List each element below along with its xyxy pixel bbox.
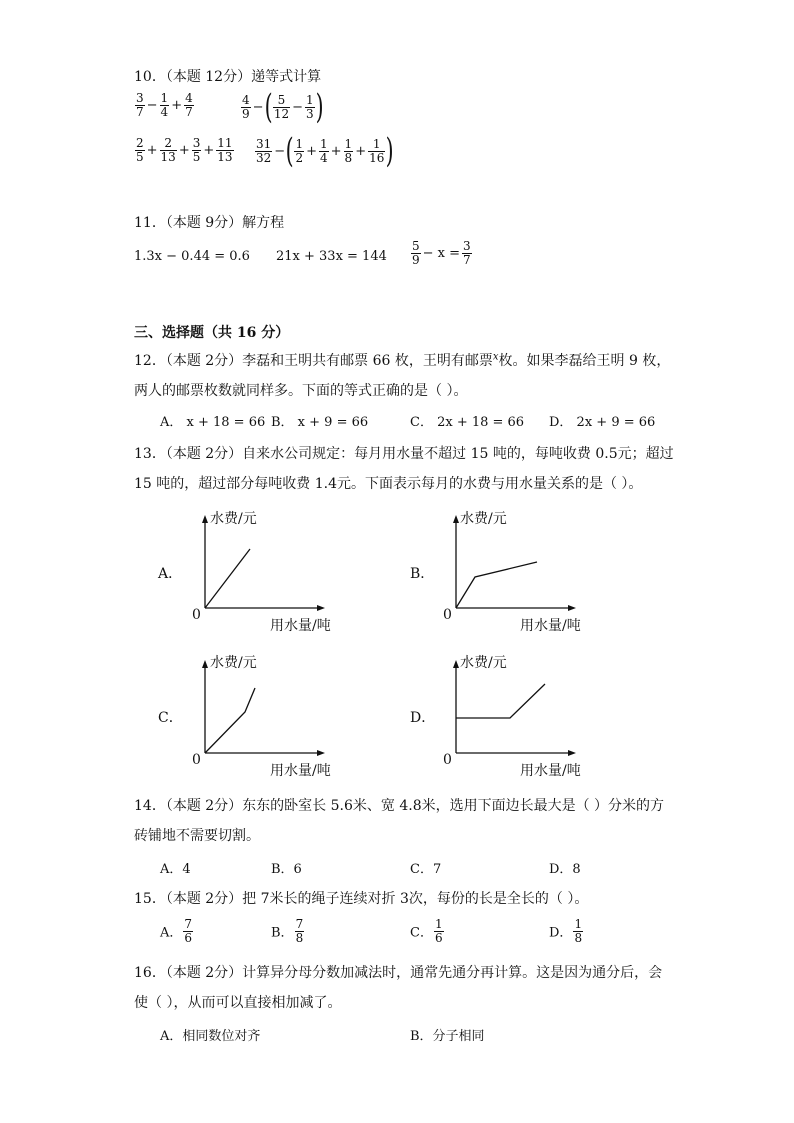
chart-a-ylabel: 水费/元 [210, 511, 257, 527]
y-axis-arrow [202, 660, 208, 668]
q12-option-d[interactable]: D． 2x + 9 = 66 [549, 415, 656, 430]
fraction: $\frac{3}{7}$ [136, 91, 144, 119]
q14-line-2: 砖铺地不需要切割。 [134, 828, 260, 844]
chart-b-graph [446, 515, 586, 615]
cost-line [205, 549, 250, 608]
x-axis-arrow [568, 605, 576, 611]
q14-option-a[interactable]: A．4 [160, 862, 191, 877]
fraction: $\frac{4}{9}$ [242, 92, 250, 121]
chart-a-graph [195, 515, 335, 615]
y-axis-arrow [453, 515, 459, 523]
fraction: $\frac{11}{13}$ [217, 136, 233, 164]
section-heading: 三、选择题（共 16 分） [134, 325, 290, 341]
fraction: $\frac{1}{3}$ [306, 92, 314, 121]
chart-a-origin: 0 [192, 607, 201, 623]
x-axis-arrow [568, 750, 576, 756]
cost-line [205, 688, 255, 753]
chart-d-ylabel: 水费/元 [460, 655, 507, 671]
fraction: $\frac{1}{4}$ [320, 136, 328, 165]
q11-eq-1: 1.3x − 0.44 = 0.6 [134, 249, 250, 264]
x-axis-arrow [317, 605, 325, 611]
fraction: $\frac{1}{2}$ [295, 136, 304, 165]
q15-line-1: 15．（本题 2分）把 7米长的绳子连续对折 3次，每份的长是全长的（ ）。 [134, 891, 589, 907]
chart-a-option-label[interactable]: A． [158, 566, 183, 582]
chart-a-xlabel: 用水量/吨 [270, 618, 331, 634]
fraction: $\frac{3}{5}$ [192, 136, 201, 164]
chart-b-xlabel: 用水量/吨 [520, 618, 581, 634]
chart-c-graph [195, 660, 335, 760]
chart-b-origin: 0 [443, 607, 452, 623]
fraction: $\frac{4}{7}$ [185, 91, 193, 119]
fraction: $\frac{2}{13}$ [160, 136, 176, 164]
chart-c-xlabel: 用水量/吨 [270, 763, 331, 779]
y-axis-arrow [453, 660, 459, 668]
q16-option-a[interactable]: A．相同数位对齐 [160, 1029, 261, 1044]
chart-c-ylabel: 水费/元 [210, 655, 257, 671]
q15-option-c[interactable]: C． $\frac{1}{6}$ [410, 917, 443, 945]
q11-eq-2: 21x + 33x = 144 [276, 249, 387, 264]
q15-option-d[interactable]: D． $\frac{1}{8}$ [549, 917, 583, 945]
chart-d-option-label[interactable]: D． [410, 710, 436, 726]
q10-expr-3: $\frac{2}{5}$ + $\frac{2}{13}$ + $\frac{3}{5}$ + $\frac{11}{13}$ [136, 136, 233, 164]
q15-option-b[interactable]: B． $\frac{7}{8}$ [271, 917, 304, 945]
cost-line [456, 562, 537, 608]
q12-line-1: 12．（本题 2分）李磊和王明共有邮票 66 枚，王明有邮票$^x$枚。如果李磊给王明 9 枚， [134, 351, 671, 369]
q16-option-b[interactable]: B．分子相同 [410, 1029, 485, 1044]
chart-d-origin: 0 [443, 752, 452, 768]
fraction: $\frac{1}{16}$ [369, 136, 385, 165]
chart-c-option-label[interactable]: C． [158, 710, 183, 726]
q13-line-2: 15 吨的，超过部分每吨收费 1.4元。下面表示每月的水费与用水量关系的是（ ）。 [134, 476, 643, 492]
q16-line-1: 16．（本题 2分）计算异分母分数加减法时，通常先通分再计算。这是因为通分后，会 [134, 965, 663, 981]
q14-option-b[interactable]: B．6 [271, 862, 302, 877]
chart-d-xlabel: 用水量/吨 [520, 763, 581, 779]
q15-option-a[interactable]: A． $\frac{7}{6}$ [160, 917, 193, 945]
x-axis-arrow [317, 750, 325, 756]
chart-c-origin: 0 [192, 752, 201, 768]
q12-line-2: 两人的邮票枚数就同样多。下面的等式正确的是（ ）。 [134, 383, 468, 399]
fraction: $\frac{1}{8}$ [344, 136, 353, 165]
q10-title: 10．（本题 12分）递等式计算 [134, 69, 322, 85]
q14-option-c[interactable]: C．7 [410, 862, 442, 877]
chart-d-graph [446, 660, 586, 760]
cost-line [456, 684, 545, 718]
q16-line-2: 使（ ），从而可以直接相加减了。 [134, 995, 342, 1011]
q12-option-c[interactable]: C． 2x + 18 = 66 [410, 415, 525, 430]
fraction: $\frac{5}{12}$ [273, 92, 290, 121]
q10-expr-4: $\frac{31}{32}$ −( $\frac{1}{2}$ + $\frac{1}{4}$ + $\frac{1}{8}$ + $\frac{1}{16}$ ) [256, 131, 394, 171]
chart-b-option-label[interactable]: B． [410, 566, 435, 582]
q10-expr-1: $\frac{3}{7}$ − $\frac{1}{4}$ + $\frac{4}{7}$ [136, 91, 193, 119]
q14-option-d[interactable]: D．8 [549, 862, 581, 877]
y-axis-arrow [202, 515, 208, 523]
q14-line-1: 14．（本题 2分）东东的卧室长 5.6米、宽 4.8米，选用下面边长最大是（ ）分米的方 [134, 798, 665, 814]
q11-title: 11．（本题 9分）解方程 [134, 215, 285, 231]
q10-expr-2: $\frac{4}{9}$ −( $\frac{5}{12}$ − $\frac{1}{3}$ ) [242, 87, 324, 127]
q12-option-b[interactable]: B． x + 9 = 66 [271, 415, 369, 430]
q11-eq-3: $\frac{5}{9}$ − x = $\frac{3}{7}$ [412, 239, 471, 267]
q13-line-1: 13．（本题 2分）自来水公司规定：每月用水量不超过 15 吨的，每吨收费 0.5元；超过 [134, 446, 674, 462]
q12-option-a[interactable]: A． x + 18 = 66 [160, 415, 266, 430]
fraction: $\frac{1}{4}$ [160, 91, 169, 119]
fraction: $\frac{31}{32}$ [256, 136, 272, 165]
fraction: $\frac{2}{5}$ [136, 136, 144, 164]
chart-b-ylabel: 水费/元 [460, 511, 507, 527]
